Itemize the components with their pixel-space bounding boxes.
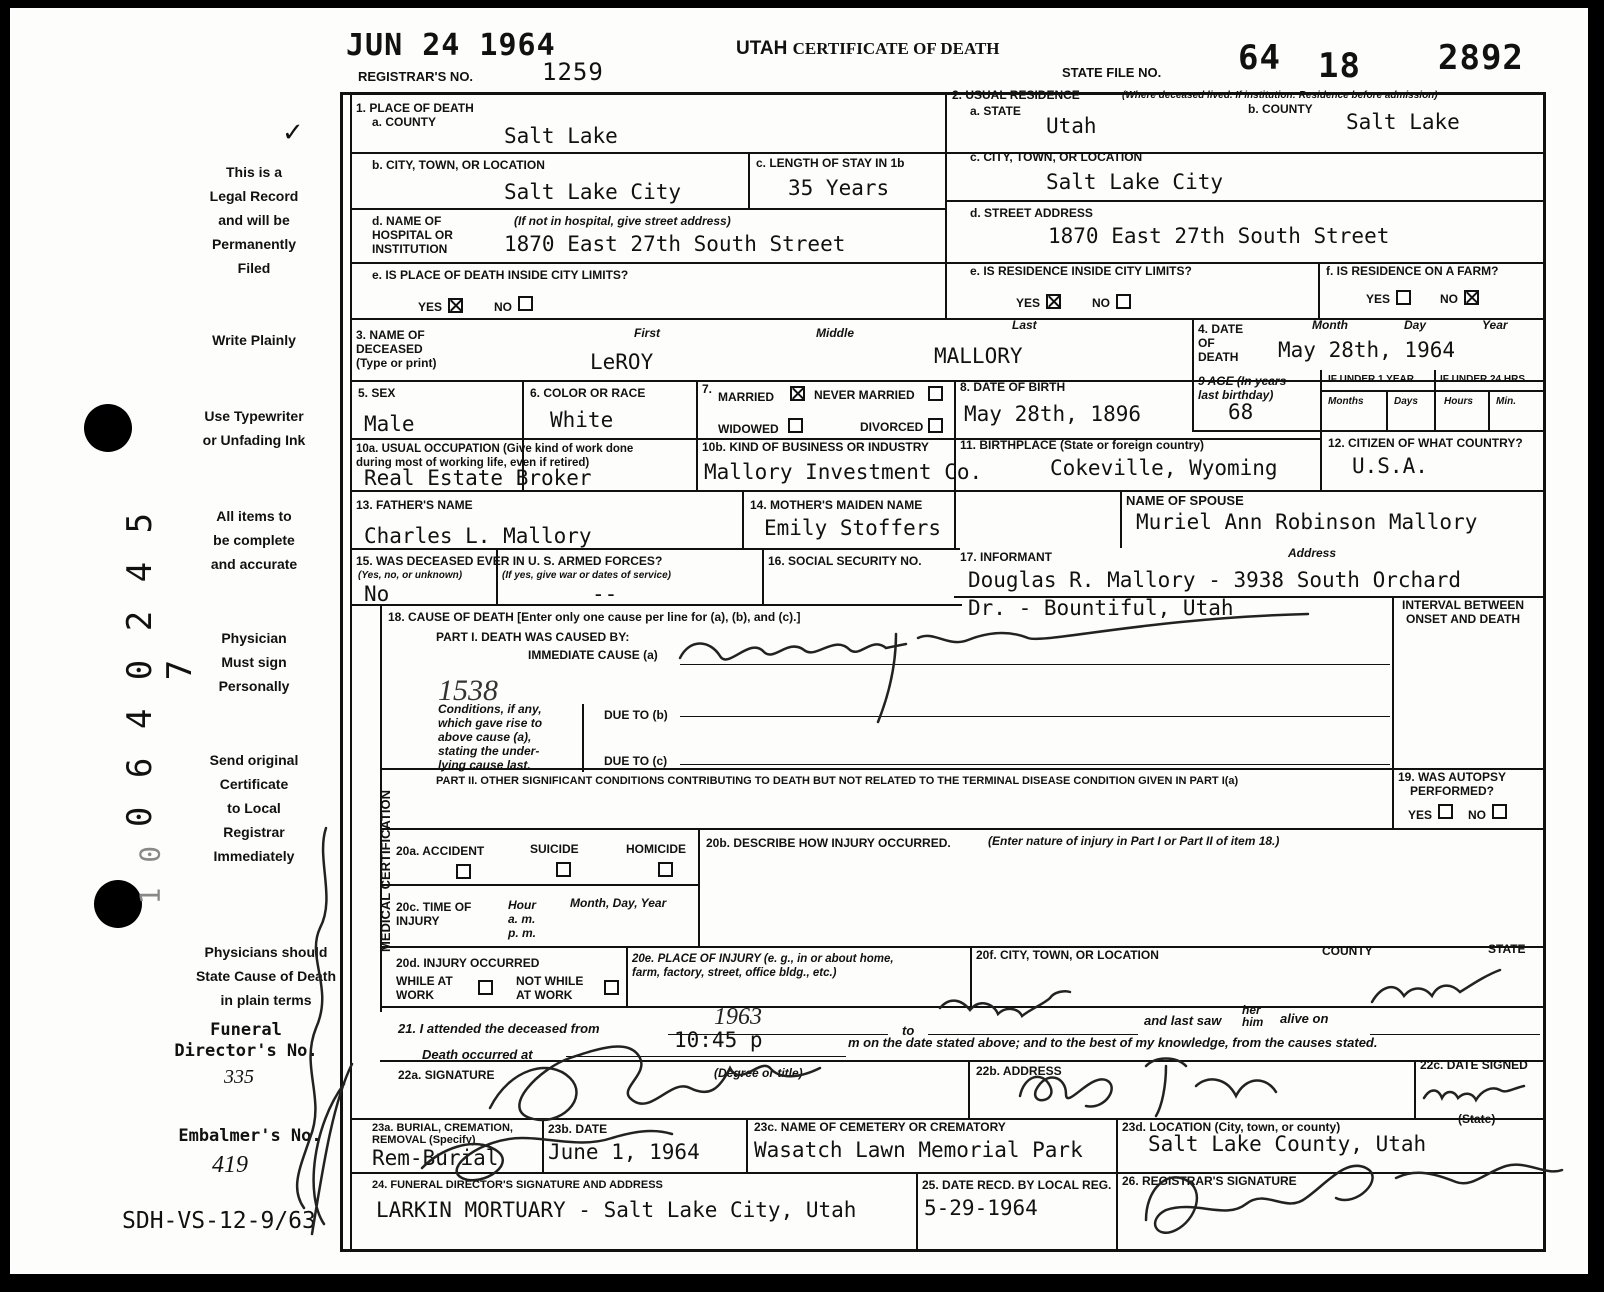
label-never-married: NEVER MARRIED [814,388,915,402]
disposition: Rem-Burial [372,1146,499,1170]
funeral-director-label: Funeral Director's No. [174,1020,318,1061]
label-ssn: 16. SOCIAL SECURITY NO. [768,554,922,568]
title-state: UTAH [736,38,788,59]
registrar-label: REGISTRAR'S NO. [358,69,474,84]
label-funeral-director: 24. FUNERAL DIRECTOR'S SIGNATURE AND ADDRESS [372,1179,663,1191]
note-complete: All items to be complete and accurate [210,508,298,572]
death-county: Salt Lake [504,124,618,148]
length-of-stay: 35 Years [788,176,890,200]
label-month-day-year: Month, Day, Year [570,896,667,910]
label-days: Days [1394,396,1418,407]
label-injury-county: COUNTY [1322,944,1373,958]
label-cemetery: 23c. NAME OF CEMETERY OR CREMATORY [754,1120,1006,1134]
label-autopsy-yes: YES [1408,808,1433,822]
form-code: SDH-VS-12-9/63 [122,1208,316,1234]
title-rest: CERTIFICATE OF DEATH [792,39,1000,58]
date-received: 5-29-1964 [924,1196,1038,1220]
last-name: MALLORY [934,344,1023,368]
label-place-injury: 20e. PLACE OF INJURY (e. g., in or about home, farm, factory, street, office bldg., etc.) [632,953,894,979]
armed-forces: No [364,582,390,606]
label-residence-note: (Where deceased lived. If institution: Residence before admission) [1122,90,1438,101]
embalmer-label: Embalmer's No. [178,1126,322,1146]
mother-name: Emily Stoffers [764,516,942,540]
label-on-date: m on the date stated above; and to the best of my knowledge, from the causes stated. [848,1035,1378,1050]
attended-from: 1963 [714,1004,762,1030]
age: 68 [1228,400,1254,424]
label-while-work: WHILE AT WORK [396,974,453,1002]
note-write-plainly: Write Plainly [212,332,296,348]
label-hours: Hours [1444,396,1473,407]
label-month: Month [1312,318,1348,332]
label-burial-date: 23b. DATE [548,1122,608,1136]
service-dates: -- [592,582,618,606]
death-time: 10:45 p [674,1028,763,1052]
label-immediate: IMMEDIATE CAUSE (a) [528,648,658,662]
label-last: Last [1012,318,1037,332]
label-stay: c. LENGTH OF STAY IN 1b [756,156,905,170]
label-inside-city: e. IS PLACE OF DEATH INSIDE CITY LIMITS? [372,268,629,282]
label-state: a. STATE [970,104,1021,118]
label-injury-occurred: 20d. INJURY OCCURRED [396,956,540,970]
citizenship: U.S.A. [1352,454,1428,478]
label-conditions: Conditions, if any, which gave rise to above cause (a), stating the under- lying cause last. [438,702,543,772]
label-hospital: d. NAME OF HOSPITAL OR INSTITUTION [372,214,453,256]
label-address: Address [1288,546,1337,560]
label-name-deceased: 3. NAME OF DECEASED (Type or print) [356,328,437,370]
label-date-signed: 22c. DATE SIGNED [1420,1058,1528,1072]
hospital-address: 1870 East 27th South Street [504,232,846,256]
label-due-b: DUE TO (b) [604,708,668,722]
state-file-b: 18 [1318,46,1361,86]
medical-certification-label: MEDICAL CERTIFICATION [378,790,393,953]
label-widowed: WIDOWED [718,422,779,436]
label-physician-address: 22b. ADDRESS [976,1064,1062,1078]
state-file-label: STATE FILE NO. [1062,65,1162,80]
label-injury-describe: 20b. DESCRIBE HOW INJURY OCCURRED. [706,836,951,850]
date-handwriting-2 [1372,970,1500,1002]
first-name: LeROY [590,350,654,374]
label-last-saw: and last saw [1144,1013,1222,1028]
label-middle: Middle [816,326,854,340]
label-farm-yes: YES [1366,292,1391,306]
cause-signature [680,614,1308,722]
label-under-24-hrs: IF UNDER 24 HRS. [1440,374,1528,385]
business: Mallory Investment Co. [704,460,983,484]
residence-street: 1870 East 27th South Street [1048,224,1390,248]
label-armed-forces: 15. WAS DECEASED EVER IN U. S. ARMED FORCES? [356,554,663,568]
label-business: 10b. KIND OF BUSINESS OR INDUSTRY [702,440,929,454]
label-res-county: b. COUNTY [1248,102,1313,116]
label-farm: f. IS RESIDENCE ON A FARM? [1326,264,1499,278]
label-res-city: c. CITY, TOWN, OR LOCATION [970,150,1143,164]
label-first: First [634,326,661,340]
birthplace: Cokeville, Wyoming [1050,456,1278,480]
label-year: Year [1482,318,1508,332]
label-married: MARRIED [718,390,774,404]
label-date-of-death: 4. DATE OF DEATH [1198,322,1244,364]
label-registrar-signature: 26. REGISTRAR'S SIGNATURE [1122,1174,1297,1188]
state-file-a: 64 [1238,38,1281,78]
label-res-inside-city: e. IS RESIDENCE INSIDE CITY LIMITS? [970,264,1192,278]
state-file-c: 2892 [1438,38,1524,78]
label-homicide: HOMICIDE [626,842,686,856]
handwritten-code: 1538 [438,674,498,707]
label-autopsy-no: NO [1468,808,1486,822]
label-place-of-death: 1. PLACE OF DEATH [356,101,474,115]
label-armed-yes-no: (Yes, no, or unknown) [358,570,463,581]
note-legal-record: This is a Legal Record and will be Permanently Filed [209,164,299,276]
label-death-occurred: Death occurred at [422,1047,533,1062]
cemetery: Wasatch Lawn Memorial Park [754,1138,1083,1162]
label-armed-dates: (If yes, give war or dates of service) [502,570,671,581]
label-father: 13. FATHER'S NAME [356,498,473,512]
label-injury-note: (Enter nature of injury in Part I or Part II of item 18.) [988,834,1280,848]
label-injury-state: STATE [1488,942,1526,956]
label-cemetery-location: 23d. LOCATION (City, town, or county) [1122,1120,1341,1134]
label-under-1-year: IF UNDER 1 YEAR [1328,374,1414,385]
label-autopsy: 19. WAS AUTOPSY PERFORMED? [1398,770,1507,798]
funeral-director-signature [312,1064,672,1234]
label-farm-no: NO [1440,292,1458,306]
spouse-name: Muriel Ann Robinson Mallory [1136,510,1478,534]
date-handwriting-1 [940,991,1070,1016]
physician-signature [490,1046,820,1120]
label-cause-of-death: 18. CAUSE OF DEATH [Enter only one cause per line for (a), (b), and (c).] [388,610,801,624]
residence-city: Salt Lake City [1046,170,1224,194]
label-months: Months [1328,396,1364,407]
label-hospital-note: (If not in hospital, give street address) [514,214,731,228]
label-occupation: 10a. USUAL OCCUPATION (Give kind of work done during most of working life, even if retired) [356,443,634,469]
label-attended: 21. I attended the deceased from [398,1021,600,1036]
label-birth-date: 8. DATE OF BIRTH [960,380,1066,394]
label-usual-residence: 2. USUAL RESIDENCE [952,88,1080,102]
label-birthplace: 11. BIRTHPLACE (State or foreign country) [960,438,1205,452]
label-due-c: DUE TO (c) [604,754,668,768]
handwriting-overlay [10,8,1588,1274]
label-citizen: 12. CITIZEN OF WHAT COUNTRY? [1328,436,1523,450]
label-date-received: 25. DATE RECD. BY LOCAL REG. [922,1178,1112,1192]
label-interval: INTERVAL BETWEEN ONSET AND DEATH [1402,598,1525,626]
label-part2: PART II. OTHER SIGNIFICANT CONDITIONS CONTRIBUTING TO DEATH BUT NOT RELATED TO THE TERMINAL DISEASE CONDITION GIVEN IN PART I(a) [436,775,1239,787]
note-physician-sign: Physician Must sign Personally [218,630,290,694]
label-degree: (Degree or title) [714,1066,803,1080]
address-handwriting [1020,1059,1276,1117]
date-signed-handwriting [1424,1086,1524,1100]
label-spouse: NAME OF SPOUSE [1126,493,1244,508]
label-marital: 7. [702,382,713,396]
father-name: Charles L. Mallory [364,524,592,548]
vertical-prefix: 1 0 [133,841,167,905]
label-res-no: NO [1092,296,1110,310]
label-part1: PART I. DEATH WAS CAUSED BY: [436,630,630,644]
label-sex: 5. SEX [358,386,396,400]
label-suicide: SUICIDE [530,842,579,856]
label-location-state: (State) [1458,1112,1496,1126]
label-her-him: her him [1242,1003,1264,1029]
label-accident: 20a. ACCIDENT [396,844,485,858]
label-injury-city: 20f. CITY, TOWN, OR LOCATION [976,948,1159,962]
label-city: b. CITY, TOWN, OR LOCATION [372,158,545,172]
label-yes: YES [418,300,443,314]
death-certificate [10,8,1588,1274]
registrar-signature [1146,1165,1562,1233]
informant-line2: Dr. - Bountiful, Utah [968,596,1234,620]
label-no: NO [494,300,512,314]
label-not-work: NOT WHILE AT WORK [516,974,584,1002]
margin-signature [297,828,326,1208]
label-to: to [902,1023,915,1038]
note-cause-plain: Physicians should State Cause of Death in plain terms [195,944,337,1008]
check-mark: ✓ [282,118,304,148]
label-burial: 23a. BURIAL, CREMATION, REMOVAL (Specify) [372,1122,513,1146]
race: White [550,408,614,432]
label-mother: 14. MOTHER'S MAIDEN NAME [750,498,923,512]
label-day: Day [1404,318,1427,332]
funeral-director-no: 335 [224,1066,254,1088]
label-age: 9 AGE (In years last birthday) [1198,374,1287,402]
cemetery-location: Salt Lake County, Utah [1148,1132,1427,1156]
label-divorced: DIVORCED [860,420,924,434]
embalmer-no: 419 [212,1152,248,1178]
label-race: 6. COLOR OR RACE [530,386,646,400]
label-county: a. COUNTY [372,115,437,129]
registrar-no: 1259 [542,58,604,86]
label-alive-on: alive on [1280,1011,1329,1026]
residence-county: Salt Lake [1346,110,1460,134]
sex: Male [364,412,415,436]
label-informant: 17. INFORMANT [960,550,1053,564]
mortuary: LARKIN MORTUARY - Salt Lake City, Utah [376,1198,857,1222]
label-hour: Hour a. m. p. m. [508,898,537,940]
death-city: Salt Lake City [504,180,682,204]
label-min: Min. [1496,396,1516,407]
label-street: d. STREET ADDRESS [970,206,1093,220]
note-send-original: Send original Certificate to Local Registrar Immediately [209,752,299,864]
residence-state: Utah [1046,114,1097,138]
note-typewriter: Use Typewriter or Unfading Ink [202,408,306,448]
burial-date: June 1, 1964 [548,1140,700,1164]
informant: Douglas R. Mallory - 3938 South Orchard [968,568,1462,592]
vertical-number: 0 6 4 0 2 4 5 7 [120,508,200,828]
birth-date: May 28th, 1896 [964,402,1142,426]
label-signature: 22a. SIGNATURE [398,1068,495,1082]
label-res-yes: YES [1016,296,1041,310]
death-date: May 28th, 1964 [1278,338,1456,362]
filed-date: JUN 24 1964 [346,28,556,63]
occupation: Real Estate Broker [364,466,592,490]
label-time-injury: 20c. TIME OF INJURY [396,900,472,928]
